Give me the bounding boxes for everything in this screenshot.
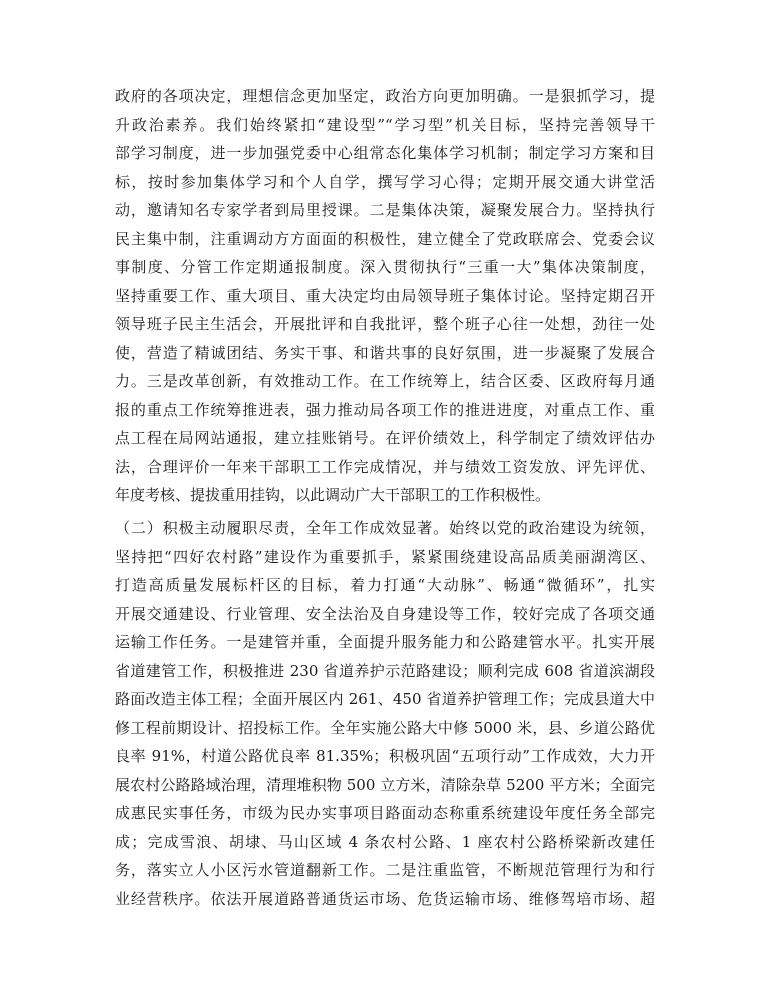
paragraph-2: [115, 514, 655, 913]
text-line: 报的重点工作统筹推进表，强力推动局各项工作的推进进度，对重点工作、重: [115, 400, 655, 419]
text-line: 省道建管工作，积极推进 230 省道养护示范路建设；顺利完成 608 省道滨湖段: [115, 661, 655, 680]
text-line: 展农村公路路域治理，清理堆积物 500 立方米，清除杂草 5200 平方米；全面完: [115, 775, 655, 794]
text-line: 使，营造了精诚团结、务实干事、和谐共事的良好氛围，进一步凝聚了发展合: [115, 343, 655, 362]
text-line: 领导班子民主生活会，开展批评和自我批评，整个班子心往一处想，劲往一处: [115, 315, 655, 333]
text-line: 民主集中制，注重调动方方面面的积极性，建立健全了党政联席会、党委会议: [115, 229, 655, 248]
text-line: 坚持把“四好农村路”建设作为重要抓手，紧紧围绕建设高品质美丽湖湾区、: [115, 547, 655, 566]
text-line: 良率 91%，村道公路优良率 81.35%；积极巩固“五项行动”工作成效，大力开: [115, 747, 655, 765]
text-line: 修工程前期设计、招投标工作。全年实施公路大中修 5000 米，县、乡道公路优: [115, 718, 655, 737]
text-line: （二）积极主动履职尽责，全年工作成效显著。始终以党的政治建设为统领，: [115, 519, 655, 537]
text-line: 年度考核、提拔重用挂钩，以此调动广大干部职工的工作积极性。: [115, 486, 551, 504]
text-line: 力。三是改革创新，有效推动工作。在工作统筹上，结合区委、区政府每月通: [115, 372, 655, 390]
text-line: 点工程在局网站通报，建立挂账销号。在评价绩效上，科学制定了绩效评估办: [115, 429, 655, 447]
text-line: 部学习制度，进一步加强党委中心组常态化集体学习机制；制定学习方案和目: [115, 144, 655, 162]
text-line: 法，合理评价一年来干部职工工作完成情况，并与绩效工资发放、评先评优、: [115, 457, 655, 476]
text-line: 事制度、分管工作定期通报制度。深入贯彻执行“三重一大”集体决策制度，: [115, 258, 655, 276]
text-line: 成惠民实事任务，市级为民办实事项目路面动态称重系统建设年度任务全部完: [115, 804, 655, 822]
text-line: 开展交通建设、行业管理、安全法治及自身建设等工作，较好完成了各项交通: [115, 604, 655, 623]
paragraph-1: [115, 82, 655, 510]
text-line: 动，邀请知名专家学者到局里授课。二是集体决策，凝聚发展合力。坚持执行: [115, 201, 655, 219]
text-line: 运输工作任务。一是建管并重，全面提升服务能力和公路建管水平。扎实开展: [115, 633, 655, 651]
text-line: 路面改造主体工程；全面开展区内 261、450 省道养护管理工作；完成县道大中: [115, 690, 655, 708]
text-line: 标，按时参加集体学习和个人自学，撰写学习心得；定期开展交通大讲堂活: [115, 172, 655, 191]
text-line: 坚持重要工作、重大项目、重大决定均由局领导班子集体讨论。坚持定期召开: [115, 286, 655, 305]
text-line: 政府的各项决定，理想信念更加坚定，政治方向更加明确。一是狠抓学习，提: [115, 87, 655, 105]
text-line: 务，落实立人小区污水管道翻新工作。二是注重监管，不断规范管理行为和行: [115, 861, 655, 879]
text-line: 升政治素养。我们始终紧扣“建设型”“学习型”机关目标，坚持完善领导干: [115, 115, 655, 134]
text-line: 成；完成雪浪、胡埭、马山区域 4 条农村公路、1 座农村公路桥梁新改建任: [115, 832, 655, 851]
text-line: 业经营秩序。依法开展道路普通货运市场、危货运输市场、维修驾培市场、超: [115, 889, 655, 908]
text-line: 打造高质量发展标杆区的目标，着力打通“大动脉”、畅通“微循环”，扎实: [115, 576, 655, 594]
